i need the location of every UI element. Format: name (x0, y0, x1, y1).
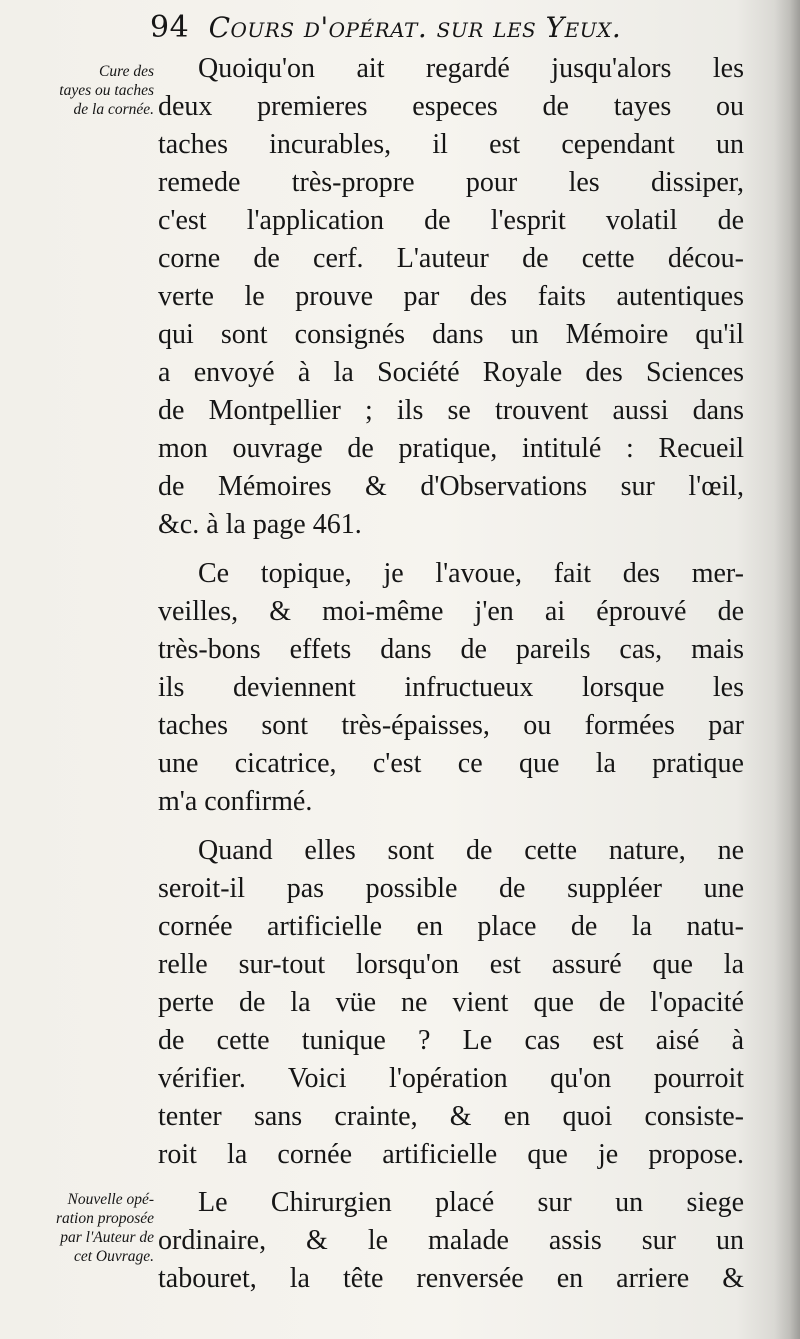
text-line: &c. à la page 461. (158, 509, 362, 540)
text-line: Quoiqu'on ait regardé jusqu'alors les (198, 53, 744, 84)
running-title: Cours d'opérat. sur les Yeux. (208, 11, 622, 44)
text-line: Quand elles sont de cette nature, ne (198, 835, 744, 866)
text-line: remede très-propre pour les dissiper, (158, 167, 744, 198)
text-line: taches sont très-épaisses, ou formées par (158, 710, 744, 741)
margin-note-line: Cure des (99, 63, 154, 80)
text-line: de cette tunique ? Le cas est aisé à (158, 1025, 744, 1056)
text-line: deux premieres especes de tayes ou (158, 91, 744, 122)
running-header (150, 10, 720, 54)
text-line: tabouret, la tête renversée en arriere & (158, 1263, 744, 1294)
text-line: veilles, & moi-même j'en ai éprouvé de (158, 596, 744, 627)
text-line: a envoyé à la Société Royale des Sciences (158, 357, 744, 388)
text-line: une cicatrice, c'est ce que la pratique (158, 748, 744, 779)
margin-note-line: par l'Auteur de (60, 1229, 154, 1246)
text-line: très-bons effets dans de pareils cas, mais (158, 634, 744, 665)
text-line: mon ouvrage de pratique, intitulé : Recueil (158, 433, 744, 464)
text-line: Ce topique, je l'avoue, fait des mer- (198, 558, 744, 589)
text-line: de Mémoires & d'Observations sur l'œil, (158, 471, 744, 502)
text-line: taches incurables, il est cependant un (158, 129, 744, 160)
text-line: relle sur-tout lorsqu'on est assuré que la (158, 949, 744, 980)
text-line: perte de la vüe ne vient que de l'opacité (158, 987, 744, 1018)
page-gutter-shadow (774, 0, 800, 1339)
text-line: verte le prouve par des faits autentiques (158, 281, 744, 312)
text-line: ils deviennent infructueux lorsque les (158, 672, 744, 703)
text-line: vérifier. Voici l'opération qu'on pourroit (158, 1063, 744, 1094)
margin-note-line: Nouvelle opé- (67, 1191, 154, 1208)
text-line: ordinaire, & le malade assis sur un (158, 1225, 744, 1256)
text-line: qui sont consignés dans un Mémoire qu'il (158, 319, 744, 350)
text-line: cornée artificielle en place de la natu- (158, 911, 744, 942)
text-line: c'est l'application de l'esprit volatil de (158, 205, 744, 236)
text-line: tenter sans crainte, & en quoi consiste- (158, 1101, 744, 1132)
page-number: 94 (150, 10, 190, 45)
text-line: roit la cornée artificielle que je propose. (158, 1139, 744, 1170)
margin-note-line: ration proposée (55, 1210, 154, 1227)
text-line: de Montpellier ; ils se trouvent aussi dans (158, 395, 744, 426)
text-line: m'a confirmé. (158, 786, 313, 817)
margin-note-line: cet Ouvrage. (73, 1248, 154, 1265)
text-line: Le Chirurgien placé sur un siege (198, 1187, 744, 1218)
margin-note-line: de la cornée. (73, 101, 154, 118)
margin-note-new-operation (8, 1190, 154, 1266)
text-line: corne de cerf. L'auteur de cette décou- (158, 243, 744, 274)
margin-note-line: tayes ou taches (59, 82, 154, 99)
text-line: seroit-il pas possible de suppléer une (158, 873, 744, 904)
margin-note-cure (8, 62, 154, 119)
